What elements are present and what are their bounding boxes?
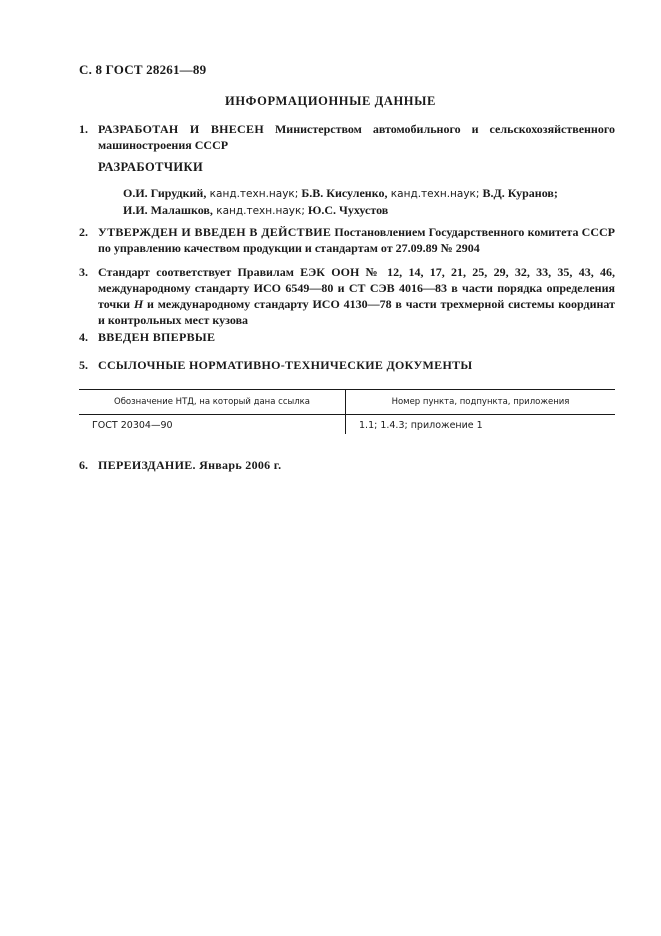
item-introduced	[79, 329, 615, 345]
developer-name: Ю.С. Чухустов	[304, 203, 389, 217]
developers-list	[123, 185, 558, 219]
item-number: 2.	[79, 225, 88, 239]
developer-degree: канд.техн.наук;	[387, 188, 480, 200]
item-conformity	[79, 264, 615, 328]
item-text: ПЕРЕИЗДАНИЕ. Январь 2006 г.	[98, 458, 282, 472]
item-text: Министерством автомобильного и сельскохозяйственного машиностроения СССР	[98, 122, 615, 152]
item-text: Стандарт соответствует Правилам ЕЭК ООН № 12, 14, 17, 21, 25, 29, 32, 33, 35, 43, 46, международному стандарту ИСО 6549—80 и СТ СЭВ 4016—83 в части порядка определения точки	[98, 265, 615, 311]
developers-line-1	[123, 185, 558, 202]
item-number: 6.	[79, 458, 88, 472]
item-number: 1.	[79, 122, 88, 136]
references-table	[79, 389, 615, 434]
developer-name: И.И. Малашков,	[123, 203, 213, 217]
item-number: 4.	[79, 330, 88, 344]
item-lead: УТВЕРЖДЕН И ВВЕДЕН В ДЕЙСТВИЕ	[98, 225, 332, 239]
item-approved	[79, 224, 615, 256]
section-title: ИНФОРМАЦИОННЫЕ ДАННЫЕ	[225, 94, 436, 108]
item-number: 5.	[79, 358, 88, 372]
item-text: ССЫЛОЧНЫЕ НОРМАТИВНО-ТЕХНИЧЕСКИЕ ДОКУМЕНТЫ	[98, 358, 473, 372]
developers-heading: РАЗРАБОТЧИКИ	[98, 160, 204, 174]
item-number: 3.	[79, 265, 88, 279]
table-header-row	[79, 390, 615, 415]
developer-name: В.Д. Куранов;	[479, 186, 558, 200]
item-references	[79, 357, 615, 373]
point-symbol: Н	[133, 297, 144, 311]
item-reissue	[79, 457, 615, 473]
cell-document: ГОСТ 20304—90	[79, 415, 346, 435]
column-header-clause: Номер пункта, подпункта, приложения	[346, 390, 616, 415]
item-lead: РАЗРАБОТАН И ВНЕСЕН	[98, 122, 264, 136]
table-row	[79, 415, 615, 435]
developer-name: О.И. Гирудкий,	[123, 186, 207, 200]
developer-degree: канд.техн.наук;	[206, 188, 299, 200]
item-developed	[79, 121, 615, 153]
item-text: Постановлением Государственного комитета СССР по управлению качеством продукции и стандартам от 27.09.89 № 2904	[98, 225, 615, 255]
column-header-document: Обозначение НТД, на который дана ссылка	[79, 390, 346, 415]
item-text: и международному стандарту ИСО 4130—78 в части трехмерной системы координат и контрольных мест кузова	[98, 297, 615, 327]
cell-clauses: 1.1; 1.4.3; приложение 1	[359, 420, 483, 431]
developer-degree: канд.техн.наук;	[212, 205, 305, 217]
page-header: С. 8 ГОСТ 28261—89	[79, 62, 207, 77]
developers-line-2	[123, 202, 558, 219]
item-text: ВВЕДЕН ВПЕРВЫЕ	[98, 330, 216, 344]
developer-name: Б.В. Кисуленко,	[298, 186, 388, 200]
